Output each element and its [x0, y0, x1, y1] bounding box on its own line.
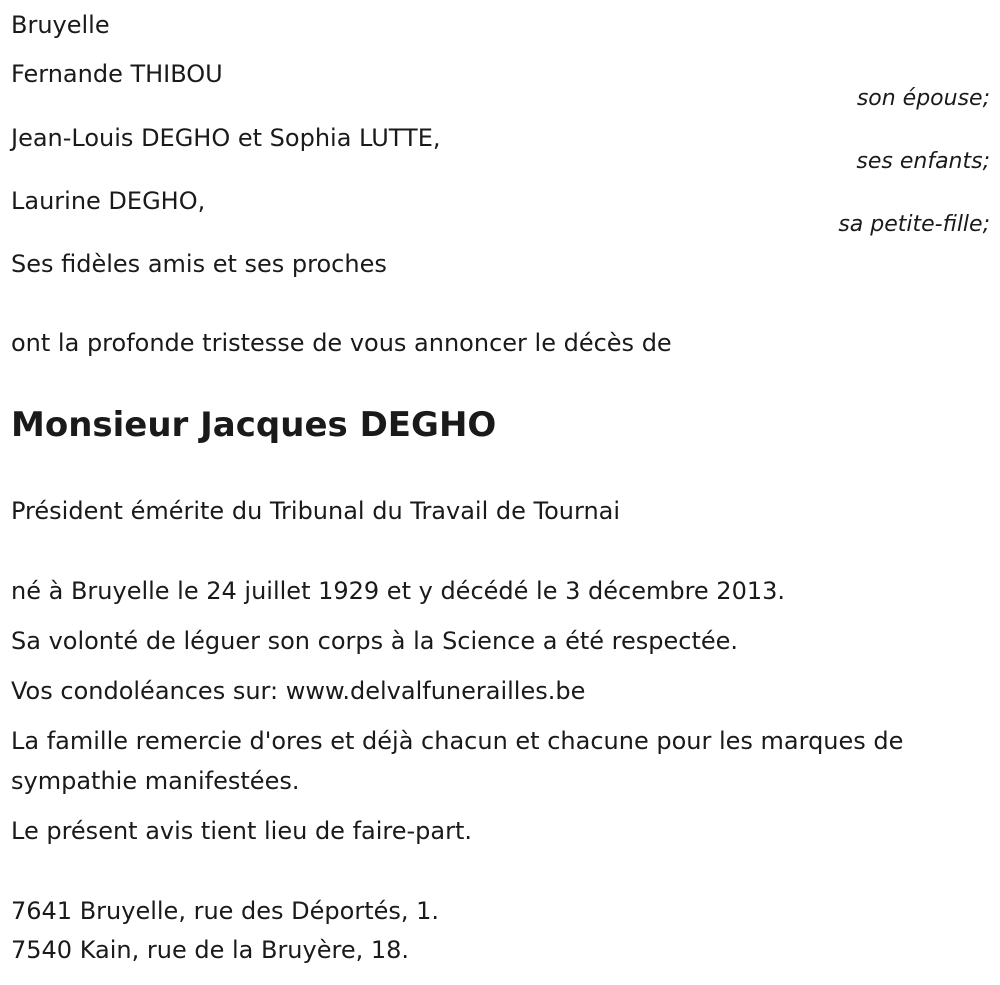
member-role-spouse: son épouse; — [856, 86, 990, 111]
body-donation-line: Sa volonté de léguer son corps à la Science a été respectée. — [11, 627, 739, 655]
member-name-spouse: Fernande THIBOU — [11, 60, 223, 88]
member-name-children: Jean-Louis DEGHO et Sophia LUTTE, — [11, 124, 441, 152]
deceased-title: Président émérite du Tribunal du Travail de Tournai — [11, 497, 621, 525]
announcement-text: ont la profonde tristesse de vous annoncer le décès de — [11, 329, 672, 357]
friends-line: Ses fidèles amis et ses proches — [11, 250, 387, 278]
thanks-paragraph: La famille remercie d'ores et déjà chacun et chacune pour les marques de sympathie manifestées. — [11, 727, 904, 795]
deceased-name: Monsieur Jacques DEGHO — [11, 405, 497, 445]
birth-death-line: né à Bruyelle le 24 juillet 1929 et y décédé le 3 décembre 2013. — [11, 577, 786, 605]
member-role-granddaughter: sa petite-fille; — [838, 212, 990, 237]
address-line: 7641 Bruyelle, rue des Déportés, 1. — [11, 897, 440, 925]
member-name-granddaughter: Laurine DEGHO, — [11, 187, 206, 215]
member-role-children: ses enfants; — [856, 149, 990, 174]
notice-line: Le présent avis tient lieu de faire-part. — [11, 817, 473, 845]
address-line: 7540 Kain, rue de la Bruyère, 18. — [11, 936, 410, 964]
family-place: Bruyelle — [11, 11, 110, 39]
condolences-line: Vos condoléances sur: www.delvalfunerailles.be — [11, 677, 586, 705]
